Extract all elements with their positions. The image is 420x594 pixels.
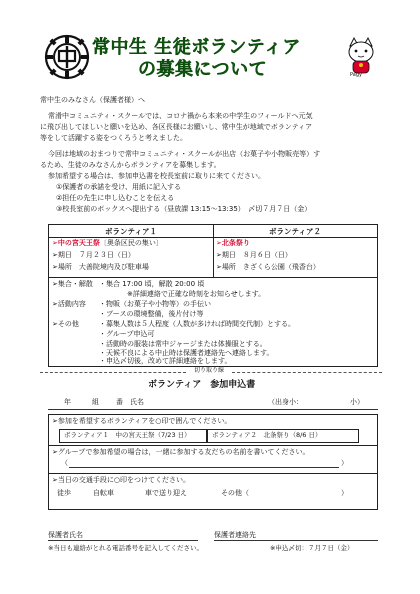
label-kumi: 組 [92, 398, 99, 406]
v1-event: ➢中の宮天王祭〔奥条区民の集い〕 [52, 239, 163, 247]
intro-line-2: に飛び出してほしいと願いを込め、各区長様にお願いし、常中生が地域でボランティア [40, 123, 313, 131]
form-rule-1 [49, 445, 377, 446]
step-3: ③校長室前のボックスへ提出する（昼放課 13:15～13:35） 〆切７月７日（金） [56, 205, 312, 213]
step-1: ①保護者の承諾を受け、用紙に記入する [56, 183, 181, 191]
transport-car[interactable]: 車で送り迎え [145, 489, 187, 497]
table-header-rule [49, 237, 377, 238]
transport-other[interactable]: その他（ [221, 489, 249, 497]
activity-label: ➢活動内容 [52, 300, 86, 308]
mascot-caption: Pagy [350, 72, 362, 78]
intro-line-1: 常滑中コミュニティ・スクールでは、コロナ禍から本来の中学生のフィールドへ元気 [48, 112, 313, 120]
guardian-contact-label: 保護者連絡先 [214, 531, 256, 539]
cut-line-left [40, 372, 186, 373]
form-title: ボランティア 参加申込書 [148, 380, 256, 390]
group-paren-open: （ [61, 459, 68, 467]
v2-event: ➢北条祭り [216, 239, 250, 247]
v1-header: ボランティア１ [105, 227, 157, 236]
activity-1: ・物販（お菓子や小物等）の手伝い [99, 300, 211, 308]
activity-2: ・ブースの環境整備，後片付け等 [99, 310, 204, 318]
intro-line-3: 等をして活躍する姿をつくろうと考えました。 [40, 134, 187, 142]
application-form-box [48, 414, 378, 510]
footer-note: ※当日も連絡がとれる電話番号を記入してください。 [48, 544, 203, 552]
footer-deadline: ※申込〆切：７月７日（金） [270, 544, 354, 552]
v2-place: ➢場所 きざくら公園（飛香台） [216, 263, 320, 271]
label-ban: 番 [116, 398, 123, 406]
other-2: ・グループ申込可 [99, 330, 155, 338]
cut-line-label: 切り取り線 [194, 367, 225, 374]
transport-other-close: ） [341, 489, 348, 497]
name-field[interactable] [48, 409, 378, 410]
other-label: ➢その他 [52, 320, 79, 328]
v2-date: ➢期日 ８月６日（日） [216, 251, 292, 259]
label-nen: 年 [64, 398, 71, 406]
step-2: ②担任の先生に申し込むことを伝える [56, 194, 175, 202]
other-5: ・申込〆切後，改めて詳細連絡をします。 [99, 357, 232, 365]
mascot-illustration [344, 36, 378, 80]
group-paren-close: ） [341, 459, 348, 467]
guardian-name-label: 保護者氏名 [48, 531, 83, 539]
table-mid-rule [49, 277, 377, 278]
volunteer-table [48, 224, 378, 367]
q-choose-volunteer: ➢参加を希望するボランティアを○印で囲んでください。 [52, 417, 232, 425]
transport-bicycle[interactable]: 自転車 [93, 489, 114, 497]
label-shusshin: （出身小： [268, 398, 303, 406]
other-1: ・募集人数は５人程度（人数が多ければ時間交代制）とする。 [99, 320, 295, 328]
cut-line-right [232, 372, 382, 373]
q-transport: ➢当日の交通手段に○印をつけてください。 [52, 476, 190, 484]
body-line-1: 今回は地域のおまつりで常中コミュニティ・スクールが出店（お菓子や小物販売等）す [48, 150, 321, 158]
guardian-name-field[interactable] [48, 540, 198, 541]
choice-volunteer-2[interactable]: ボランティア２ 北条祭り（8/6 日） [207, 429, 359, 443]
label-shimei: 氏名 [130, 398, 144, 406]
label-sho: 小） [350, 398, 364, 406]
greeting: 常中生のみなさん（保護者様）へ [40, 96, 145, 104]
page-title-line2: の募集について [138, 59, 268, 80]
form-rule-2 [49, 473, 377, 474]
other-4: ・天候不良による中止時は保護者連絡先へ連絡します。 [99, 349, 274, 357]
other-3: ・活動時の服装は常中ジャージまたは体操服とする。 [99, 340, 267, 348]
meet-value: ・集合 17:00 頃，解散 20:00 頃 [99, 280, 205, 288]
meet-note: ※詳細連絡で正確な時刻をお知らせします。 [127, 290, 266, 298]
page-title-line1: 常中生 生徒ボランティア [92, 37, 301, 58]
v1-date: ➢期日 ７月２３日（日） [52, 251, 135, 259]
transport-walk[interactable]: 徒歩 [57, 489, 71, 497]
meet-label: ➢集合・解散 [52, 280, 93, 288]
v2-header: ボランティア２ [269, 227, 321, 236]
body-line-3: 参加希望する場合は、参加申込書を校長室前に取りに来てください。 [48, 172, 265, 180]
school-emblem [44, 34, 90, 80]
choice-volunteer-1[interactable]: ボランティア１ 中の宮天王祭（7/23 日） [59, 429, 207, 443]
v1-place: ➢場所 大善院境内及び駐車場 [52, 263, 149, 271]
guardian-contact-field[interactable] [214, 540, 378, 541]
group-names-field[interactable] [69, 467, 339, 468]
body-line-2: るため、生徒のみなさんからボランティアを募集します。 [40, 161, 221, 169]
q-group: ➢グループで参加希望の場合は，一緒に参加する友だちの名前を書いてください。 [52, 448, 310, 456]
